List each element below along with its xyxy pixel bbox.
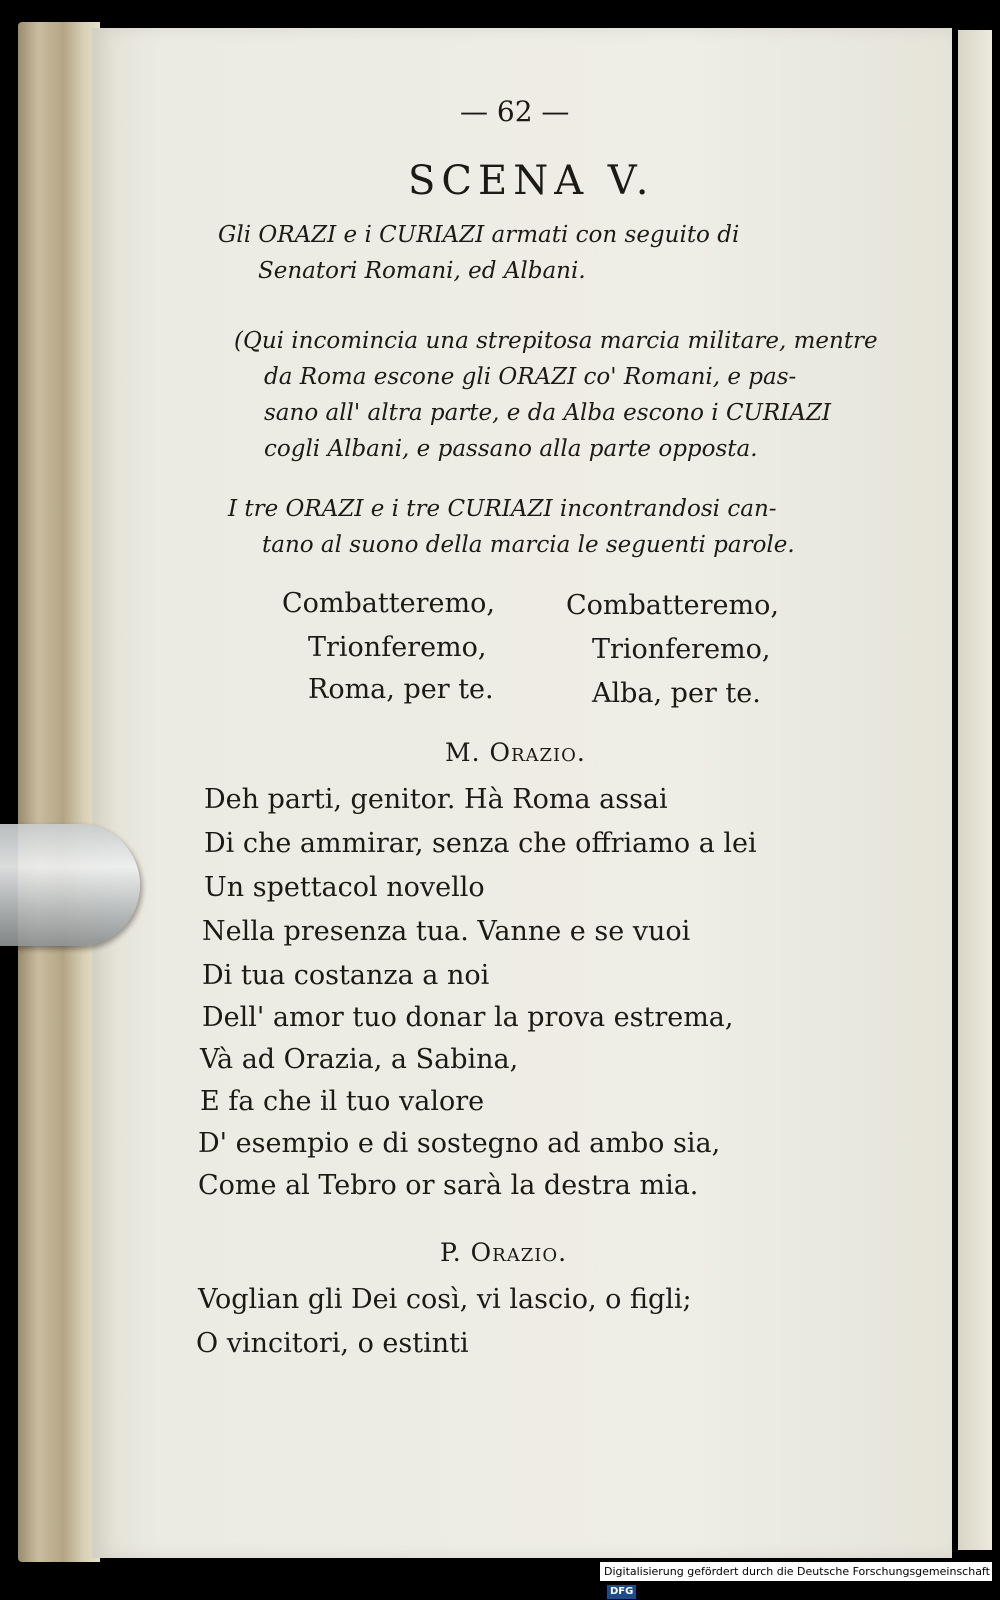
- stage-direction-line: cogli Albani, e passano alla parte opposta.: [264, 436, 758, 462]
- stage-direction-line: Senatori Romani, ed Albani.: [258, 258, 586, 284]
- scene-title: SCENA V.: [408, 158, 655, 204]
- stage-direction-line: sano all' altra parte, e da Alba escono i CURIAZI: [264, 400, 832, 426]
- digitization-footer: [600, 1562, 992, 1597]
- chorus-right-line: Alba, per te.: [592, 678, 761, 709]
- speech-line: E fa che il tuo valore: [200, 1086, 485, 1117]
- speaker-name: M. Orazio.: [445, 738, 586, 767]
- page-number: — 62 —: [460, 95, 570, 128]
- chorus-left-line: Trionferemo,: [308, 632, 487, 663]
- page-clip: [0, 824, 140, 946]
- speech-line: Voglian gli Dei così, vi lascio, o figli;: [198, 1284, 692, 1315]
- speech-line: D' esempio e di sostegno ad ambo sia,: [198, 1128, 721, 1159]
- stage-direction-line: tano al suono della marcia le seguenti parole.: [262, 532, 795, 558]
- chorus-right-line: Combatteremo,: [566, 590, 779, 621]
- speech-line: Và ad Orazia, a Sabina,: [200, 1044, 519, 1075]
- stage-direction-line: I tre ORAZI e i tre CURIAZI incontrandosi can-: [228, 496, 777, 522]
- footer-text: Digitalisierung gefördert durch die Deutsche Forschungsgemeinschaft: [604, 1565, 990, 1578]
- next-page-edge: [958, 30, 992, 1550]
- speech-line: Come al Tebro or sarà la destra mia.: [198, 1170, 699, 1201]
- speech-line: Deh parti, genitor. Hà Roma assai: [204, 784, 668, 815]
- page-edge: [18, 22, 100, 1562]
- speech-line: Dell' amor tuo donar la prova estrema,: [202, 1002, 734, 1033]
- speech-line: Di che ammirar, senza che offriamo a lei: [204, 828, 757, 859]
- dfg-logo: DFG: [607, 1585, 636, 1599]
- chorus-right-line: Trionferemo,: [592, 634, 771, 665]
- stage-direction-line: da Roma escone gli ORAZI co' Romani, e pas-: [264, 364, 797, 390]
- chorus-left-line: Roma, per te.: [308, 674, 494, 705]
- speech-line: Di tua costanza a noi: [202, 960, 490, 991]
- stage-direction-line: Gli ORAZI e i CURIAZI armati con seguito di: [218, 222, 740, 248]
- chorus-left-line: Combatteremo,: [282, 588, 495, 619]
- speech-line: Nella presenza tua. Vanne e se vuoi: [202, 916, 691, 947]
- stage-direction-line: (Qui incomincia una strepitosa marcia militare, mentre: [234, 328, 878, 354]
- speech-line: O vincitori, o estinti: [196, 1328, 469, 1359]
- speaker-name: P. Orazio.: [440, 1238, 568, 1267]
- speech-line: Un spettacol novello: [204, 872, 485, 903]
